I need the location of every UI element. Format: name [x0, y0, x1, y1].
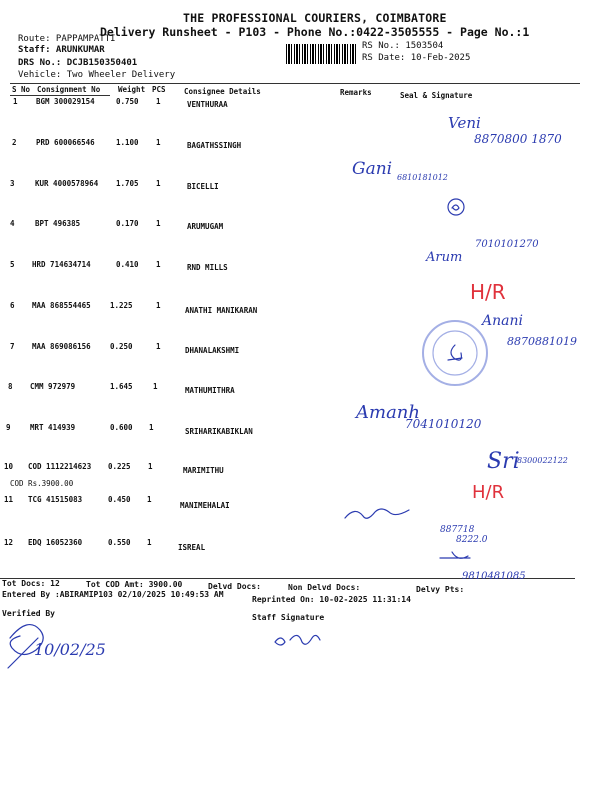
signature-row11-phone-b: 8222.0 [456, 535, 488, 545]
col-consignee: Consignee Details [184, 87, 261, 96]
signature-row11 [345, 509, 409, 518]
col-sno: S No [12, 85, 31, 94]
signature-row12-phone: 9810481085 [462, 571, 526, 582]
row-weight: 0.410 [116, 260, 139, 269]
row-pcs: 1 [147, 495, 152, 504]
row-pcs: 1 [148, 462, 153, 471]
row-pcs: 1 [153, 382, 158, 391]
staff-signature-label: Staff Signature [252, 613, 325, 622]
row-pcs: 1 [156, 260, 161, 269]
row-consignment-no: MAA 869086156 [32, 342, 91, 351]
col-consignment: Consignment No [37, 85, 101, 94]
col-weight: Weight [118, 85, 146, 94]
row-sno: 5 [10, 260, 15, 269]
row-consignment-no: KUR 4000578964 [35, 179, 99, 188]
row-consignment-no: TCG 41515083 [28, 495, 83, 504]
total-cod: Tot COD Amt: 3900.00 [86, 580, 183, 589]
row-weight: 0.170 [116, 219, 139, 228]
row-pcs: 1 [156, 97, 161, 106]
row-consignment-no: PRD 600066546 [36, 138, 95, 147]
route: Route: PAPPAMPATTI [18, 34, 116, 44]
col-pcs: PCS [152, 85, 166, 94]
signature-row2-phone: 6810181012 [397, 173, 448, 182]
signature-row11-phone-a: 887718 [440, 525, 475, 535]
row-consignee: MARIMITHU [183, 466, 224, 475]
row-pcs: 1 [156, 138, 161, 147]
row-weight: 0.600 [110, 423, 133, 432]
col-remarks: Remarks [340, 88, 372, 97]
row-cod-amount: COD Rs.3900.00 [10, 479, 74, 488]
row-sno: 6 [10, 301, 15, 310]
row-weight: 1.100 [116, 138, 139, 147]
row-pcs: 1 [156, 342, 161, 351]
row-sno: 8 [8, 382, 13, 391]
signature-row9: Sri [487, 449, 520, 474]
row-consignee: MANIMEHALAI [180, 501, 230, 510]
signature-row4-phone: 7010101270 [475, 239, 539, 250]
row-sno: 3 [10, 179, 15, 188]
signature-row8: Amanh [356, 402, 420, 423]
row-consignee: VENTHURAA [187, 100, 228, 109]
row-pcs: 1 [156, 219, 161, 228]
verified-by: Verified By [2, 609, 55, 618]
row-weight: 1.645 [110, 382, 133, 391]
company-name: THE PROFESSIONAL COURIERS, COIMBATORE [183, 11, 447, 25]
row-consignee: RND MILLS [187, 263, 228, 272]
row-consignment-no: BGM 300029154 [36, 97, 95, 106]
signature-row2: Gani [352, 159, 393, 179]
row-consignee: DHANALAKSHMI [185, 346, 240, 355]
reprinted-on: Reprinted On: 10-02-2025 11:31:14 [252, 595, 411, 604]
row-sno: 4 [10, 219, 15, 228]
signature-row9-phone: 8300022122 [517, 456, 568, 465]
row-weight: 1.705 [116, 179, 139, 188]
staff-signature [275, 635, 320, 645]
non-delivered-docs: Non Delvd Docs: [288, 583, 361, 592]
signature-row4: Arum [426, 250, 463, 265]
row-consignee: ISREAL [178, 543, 206, 552]
row-pcs: 1 [147, 538, 152, 547]
signature-row1: Veni [448, 114, 481, 132]
row-consignee: ARUMUGAM [187, 222, 224, 231]
row-consignment-no: HRD 714634714 [32, 260, 91, 269]
row-consignment-no: COD 1112214623 [28, 462, 92, 471]
row-consignment-no: MAA 868554465 [32, 301, 91, 310]
signature-row3 [448, 199, 464, 215]
row-weight: 0.250 [110, 342, 133, 351]
row-sno: 10 [4, 462, 14, 471]
row-weight: 0.550 [108, 538, 131, 547]
row-pcs: 1 [156, 179, 161, 188]
row-consignee: ANATHI MANIKARAN [185, 306, 258, 315]
row-weight: 0.225 [108, 462, 131, 471]
signature-row1-phone: 8870800 1870 [474, 132, 562, 146]
signature-row8-phone: 7041010120 [405, 417, 482, 431]
row-weight: 1.225 [110, 301, 133, 310]
row-consignment-no: EDQ 16052360 [28, 538, 83, 547]
total-docs: Tot Docs: 12 [2, 579, 60, 588]
rs-date: RS Date: 10-Feb-2025 [362, 53, 471, 63]
row-sno: 7 [10, 342, 15, 351]
row-sno: 2 [12, 138, 17, 147]
row-consignment-no: MRT 414939 [30, 423, 76, 432]
row-sno: 12 [4, 538, 14, 547]
entered-by: Entered By :ABIRAMIP103 02/10/2025 10:49:53 AM [2, 590, 224, 599]
verified-date: 10/02/25 [34, 640, 106, 659]
row-sno: 11 [4, 495, 14, 504]
row-consignment-no: BPT 496385 [35, 219, 81, 228]
row-consignee: SRIHARIKABIKLAN [185, 427, 253, 436]
row-pcs: 1 [156, 301, 161, 310]
col-seal-signature: Seal & Signature [400, 91, 473, 100]
row-weight: 0.750 [116, 97, 139, 106]
remark-row5-hr: H/R [470, 280, 506, 304]
signature-row12 [440, 552, 470, 558]
signature-row7 [448, 345, 462, 360]
signature-row6-phone: 8870881019 [507, 335, 577, 348]
seal-stamp [423, 321, 487, 385]
row-weight: 0.450 [108, 495, 131, 504]
row-consignee: MATHUMITHRA [185, 386, 235, 395]
row-consignment-no: CMM 972979 [30, 382, 76, 391]
vehicle: Vehicle: Two Wheeler Delivery [18, 70, 176, 80]
runsheet-title: Delivery Runsheet - P103 - Phone No.:0422-3505555 - Page No.:1 [100, 25, 530, 39]
delivered-docs: Delvd Docs: [208, 582, 261, 591]
row-consignee: BICELLI [187, 182, 219, 191]
row-consignee: BAGATHSSINGH [187, 141, 242, 150]
remark-row10-hr: H/R [472, 482, 505, 503]
row-sno: 9 [6, 423, 11, 432]
staff: Staff: ARUNKUMAR [18, 45, 105, 55]
rs-number: RS No.: 1503504 [362, 41, 444, 51]
row-pcs: 1 [149, 423, 154, 432]
signature-row6: Anani [482, 313, 523, 329]
row-sno: 1 [13, 97, 18, 106]
delivery-points: Delvy Pts: [416, 585, 465, 594]
drs-number: DRS No.: DCJB150350401 [18, 58, 138, 68]
